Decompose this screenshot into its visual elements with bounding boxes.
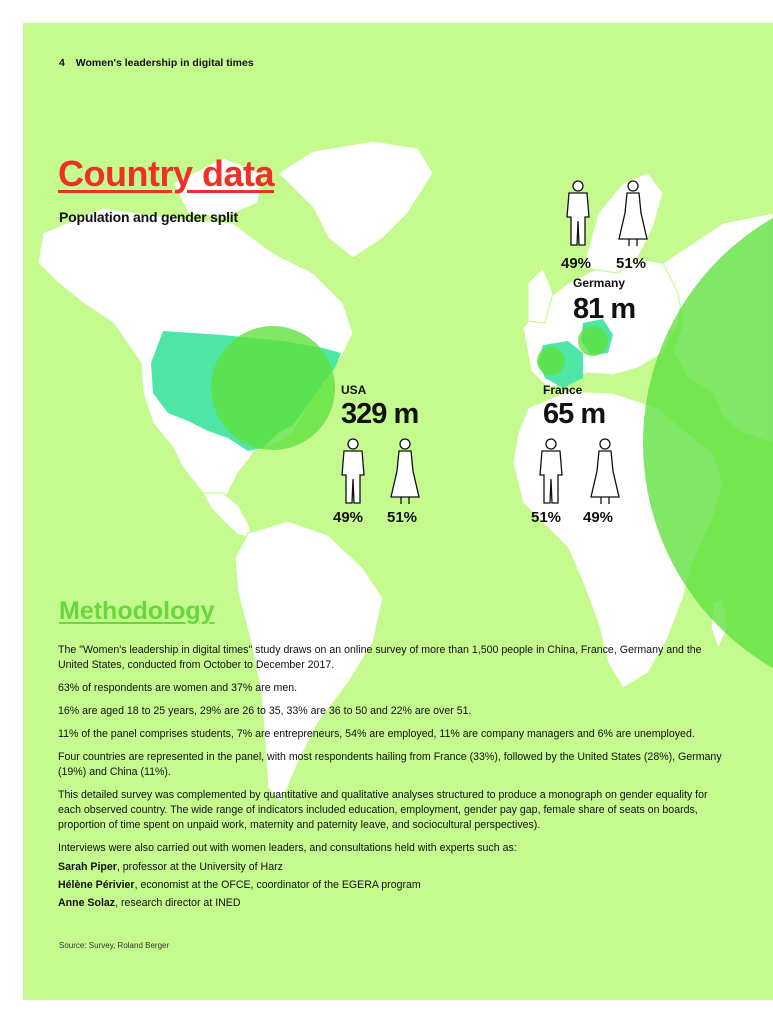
expert-role: , professor at the University of Harz	[116, 861, 283, 873]
man-icon	[558, 179, 598, 249]
expert-role: , research director at INED	[115, 897, 241, 909]
methodology-paragraph: This detailed survey was complemented by quantitative and qualitative analyses structured to produce a monograph on gender equality for each observed country. The wide range of indicators included education, employment, gender pay gap, female share of seats on boards, proportion of time spent on unpaid work, maternity and paternity leave, and sociocultural perspectives).	[58, 789, 708, 831]
expert-name: Anne Solaz	[58, 897, 116, 909]
germany-population: 81 m	[573, 293, 636, 325]
france-label: France	[543, 383, 583, 397]
source-note: Source: Survey, Roland Berger	[59, 941, 170, 950]
publication-title: Women's leadership in digital times	[75, 57, 254, 69]
central-america-shape	[203, 493, 253, 538]
france-female-pct: 49%	[583, 509, 614, 526]
woman-icon	[585, 437, 625, 507]
methodology-paragraph: Interviews were also carried out with women leaders, and consultations held with experts such as:	[58, 842, 517, 854]
france-male-pct: 51%	[531, 509, 562, 526]
methodology-paragraph: The "Women's leadership in digital times" study draws on an online survey of more than 1,500 people in China, France, Germany and the United States, conducted from October to December 2017.	[58, 644, 702, 671]
expert-item	[58, 860, 728, 875]
woman-icon	[613, 179, 653, 249]
page	[23, 23, 773, 1000]
methodology-paragraph: 16% are aged 18 to 25 years, 29% are 26 to 35, 33% are 36 to 50 and 22% are over 51.	[58, 705, 472, 717]
methodology-paragraph: 11% of the panel comprises students, 7% are entrepreneurs, 54% are employed, 11% are company managers and 6% are unemployed.	[58, 728, 695, 740]
germany-male-pct: 49%	[561, 255, 592, 272]
expert-role: , economist at the OFCE, coordinator of the EGERA program	[134, 879, 421, 891]
page-header	[59, 57, 254, 69]
usa-label: USA	[341, 383, 367, 397]
germany-female-pct: 51%	[616, 255, 647, 272]
methodology-paragraph: 63% of respondents are women and 37% are men.	[58, 682, 298, 694]
expert-name: Hélène Périvier	[58, 879, 135, 891]
woman-icon	[385, 437, 425, 507]
greenland-shape	[278, 141, 433, 258]
page-title: Country data	[58, 153, 275, 194]
methodology-title: Methodology	[59, 597, 215, 625]
expert-name: Sarah Piper	[58, 861, 117, 873]
man-icon	[333, 437, 373, 507]
expert-item	[58, 896, 728, 911]
page-subtitle: Population and gender split	[59, 209, 238, 225]
usa-population: 329 m	[341, 398, 419, 430]
usa-female-pct: 51%	[387, 509, 418, 526]
usa-population-bubble	[211, 326, 335, 450]
france-population-bubble	[537, 347, 565, 375]
expert-list	[58, 860, 728, 911]
methodology-paragraph: Four countries are represented in the panel, with most respondents hailing from France (33%), followed by the United States (28%), Germany (19%) and China (11%).	[58, 751, 722, 778]
france-population: 65 m	[543, 398, 606, 430]
usa-male-pct: 49%	[333, 509, 364, 526]
man-icon	[531, 437, 571, 507]
expert-item	[58, 878, 728, 893]
germany-label: Germany	[573, 276, 626, 290]
page-number: 4	[59, 57, 65, 69]
methodology-body	[58, 643, 728, 914]
germany-population-bubble	[578, 326, 608, 356]
